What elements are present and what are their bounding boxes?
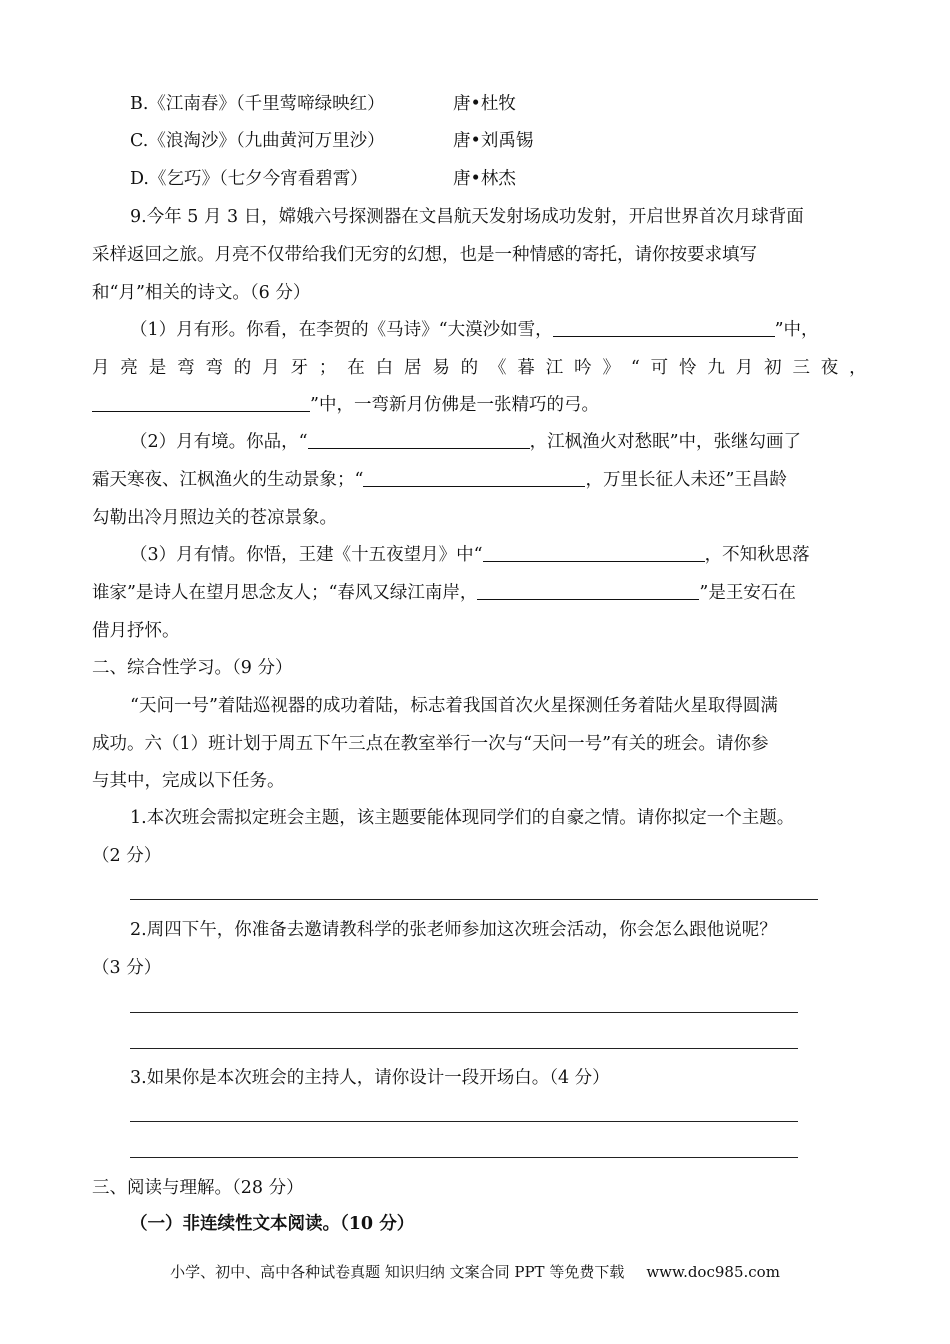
option-poem: B.《江南春》（千里莺啼绿映红） [130, 94, 385, 114]
text-segment: ”中， [774, 320, 819, 340]
char: 弯 [205, 358, 223, 378]
section3-subtitle: （一）非连续性文本阅读。（10 分） [130, 1214, 415, 1234]
char: 弯 [177, 358, 195, 378]
task2-score: （3 分） [92, 958, 162, 978]
char: 怜 [679, 358, 697, 378]
char: 白 [375, 358, 394, 378]
char: 的 [233, 358, 252, 378]
task3-question: 3.如果你是本次班会的主持人，请你设计一段开场白。（4 分） [130, 1068, 610, 1088]
text-segment: （1）月有形。你看，在李贺的《马诗》“大漠沙如雪， [130, 320, 553, 340]
answer-line[interactable] [130, 1012, 798, 1013]
q9-part3-line3: 借月抒怀。 [92, 621, 180, 641]
option-author: 唐•刘禹锡 [453, 131, 534, 151]
footer-text: 小学、初中、高中各种试卷真题 知识归纳 文案合同 PPT 等免费下载 [170, 1263, 625, 1281]
char: 居 [403, 358, 422, 378]
char: 牙 [290, 358, 309, 378]
section2-intro-line: “天问一号”着陆巡视器的成功着陆，标志着我国首次火星探测任务着陆火星取得圆满 [130, 696, 778, 716]
option-poem: D.《乞巧》（七夕今宵看碧霄） [130, 169, 368, 189]
option-b [130, 92, 905, 116]
answer-line[interactable] [130, 1121, 798, 1122]
page-footer [0, 1262, 950, 1282]
section2-intro-line: 与其中，完成以下任务。 [92, 771, 285, 791]
char: “ [630, 358, 640, 378]
text-segment: ，不知秋思落 [704, 545, 810, 565]
char: 江 [545, 358, 564, 378]
fill-blank[interactable] [308, 430, 530, 449]
text-segment: 谁家”是诗人在望月思念友人；“春风又绿江南岸， [92, 583, 478, 603]
q9-intro-line: 和“月”相关的诗文。（6 分） [92, 283, 311, 303]
char: 易 [432, 358, 450, 378]
char: 吟 [574, 358, 592, 378]
char: 可 [650, 358, 669, 378]
q9-part2-line3: 勾勒出冷月照边关的苍凉景象。 [92, 508, 337, 528]
char: 初 [764, 358, 782, 378]
option-d [130, 167, 905, 191]
char: 亮 [120, 358, 138, 378]
q9-part2-line2 [92, 468, 867, 492]
task2-question: 2.周四下午，你准备去邀请教科学的张老师参加这次班会活动，你会怎么跟他说呢？ [130, 920, 777, 940]
char: 夜 [820, 358, 839, 378]
task1-question: 1.本次班会需拟定班会主题，该主题要能体现同学们的自豪之情。请你拟定一个主题。 [130, 808, 795, 828]
q9-part1-line1 [130, 318, 905, 342]
char: 是 [148, 358, 167, 378]
text-segment: （3）月有情。你悟，王建《十五夜望月》中“ [130, 545, 483, 565]
text-segment: 霜天寒夜、江枫渔火的生动景象；“ [92, 470, 364, 490]
option-c [130, 129, 905, 153]
section2-intro-line: 成功。六（1）班计划于周五下午三点在教室举行一次与“天问一号”有关的班会。请你参 [92, 734, 769, 754]
char: 月 [92, 358, 110, 378]
answer-line[interactable] [130, 899, 818, 900]
section2-title: 二、综合性学习。（9 分） [92, 658, 293, 678]
option-poem: C.《浪淘沙》（九曲黄河万里沙） [130, 131, 385, 151]
fill-blank[interactable] [363, 468, 585, 487]
char: ， [849, 358, 867, 378]
text-segment: ”中，一弯新月仿佛是一张精巧的弓。 [310, 395, 599, 415]
q9-part1-line3 [92, 393, 867, 417]
char: 月 [262, 358, 280, 378]
char: 暮 [517, 358, 535, 378]
fill-blank[interactable] [553, 318, 775, 337]
section3-title: 三、阅读与理解。（28 分） [92, 1178, 304, 1198]
q9-intro-line: 采样返回之旅。月亮不仅带给我们无穷的幻想，也是一种情感的寄托，请你按要求填写 [92, 245, 757, 265]
fill-blank[interactable] [483, 543, 705, 562]
task1-score: （2 分） [92, 846, 162, 866]
footer-url[interactable]: www.doc985.com [646, 1263, 780, 1281]
char: ； [318, 358, 337, 378]
char: 的 [460, 358, 479, 378]
fill-blank[interactable] [92, 393, 310, 412]
q9-part1-line2 [92, 356, 867, 380]
char: 月 [735, 358, 754, 378]
char: 在 [347, 358, 365, 378]
option-author: 唐•杜牧 [453, 94, 516, 114]
fill-blank[interactable] [477, 581, 699, 600]
char: 《 [489, 358, 507, 378]
q9-part2-line1 [130, 430, 905, 454]
option-author: 唐•林杰 [453, 169, 516, 189]
char: 九 [707, 358, 725, 378]
q9-intro-line: 9.今年 5 月 3 日，嫦娥六号探测器在文昌航天发射场成功发射，开启世界首次月球背面 [130, 207, 804, 227]
text-segment: （2）月有境。你品，“ [130, 432, 308, 452]
answer-line[interactable] [130, 1048, 798, 1049]
q9-part3-line2 [92, 581, 867, 605]
answer-line[interactable] [130, 1157, 798, 1158]
text-segment: ，万里长征人未还”王昌龄 [585, 470, 787, 490]
text-segment: ”是王安石在 [699, 583, 796, 603]
q9-part3-line1 [130, 543, 905, 567]
char: 三 [792, 358, 810, 378]
char: 》 [602, 358, 620, 378]
text-segment: ，江枫渔火对愁眠”中，张继勾画了 [529, 432, 802, 452]
